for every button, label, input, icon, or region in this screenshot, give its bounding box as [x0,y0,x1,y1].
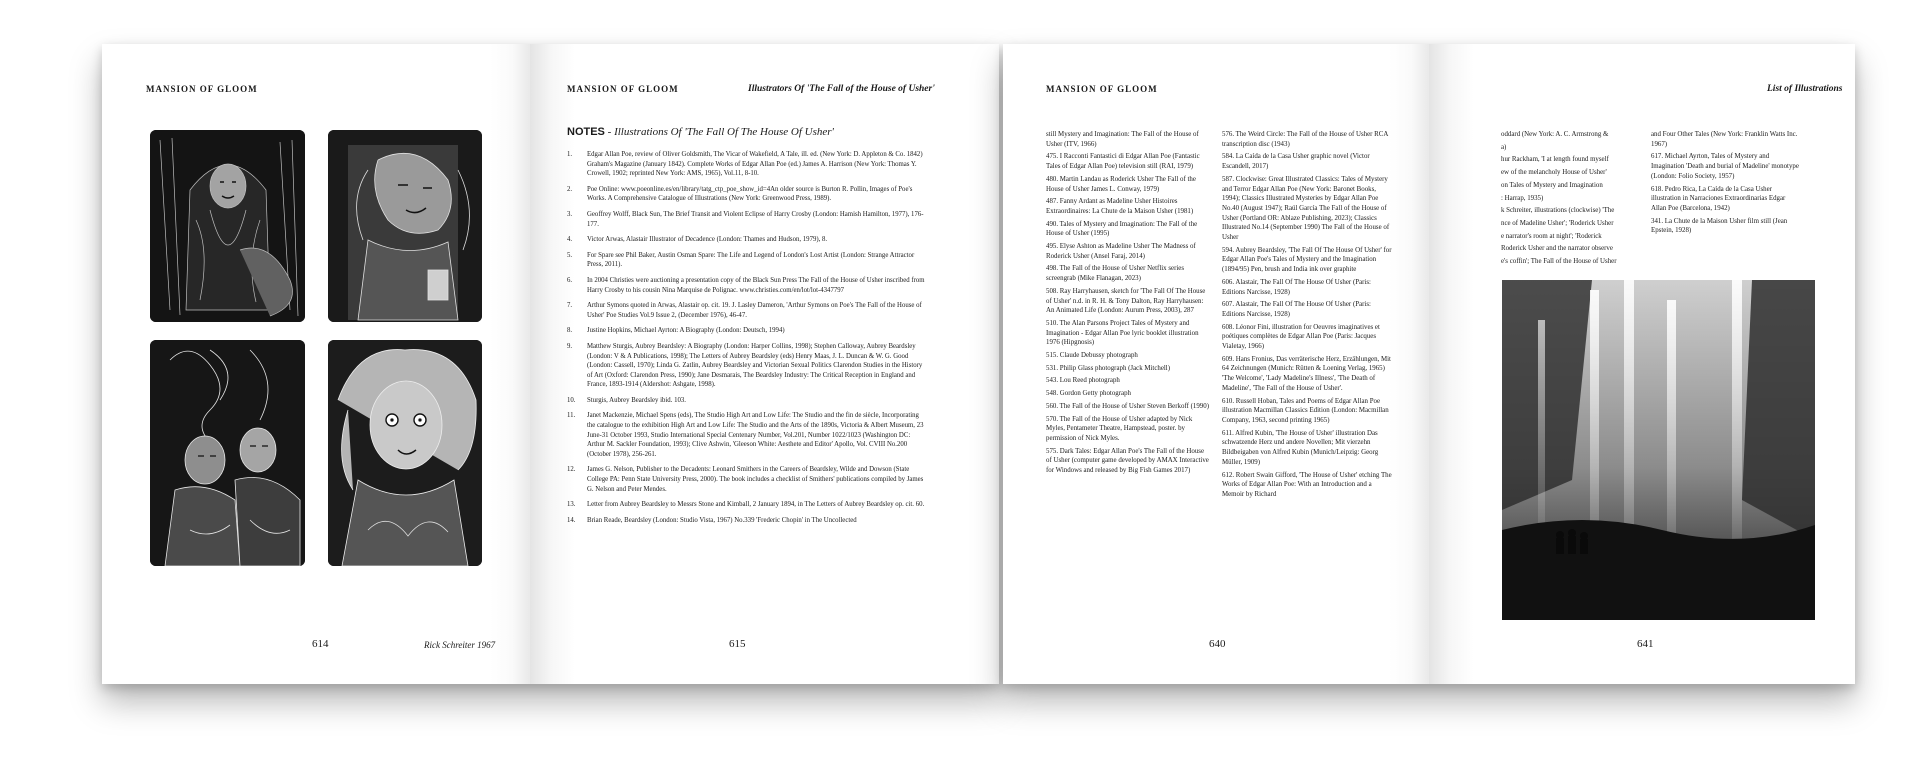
note-text: Letter from Aubrey Beardsley to Messrs Stone and Kimball, 2 January 1894, in The Letters of Aubrey Beardsley op. cit. 60. [587,501,925,509]
note-text: Edgar Allan Poe, review of Oliver Goldsmith, The Vicar of Wakefield, A Tale, ill. ed. (New York: D. Appleton & Co. 1842) Graham's Magazine (January 1842). Complete Works of Edgar Allan Poe (ed.) James A. Harrison (New York: Thomas Y. Crowell, 1902; reprinted New York: AMS, 1965), Vol.11, 8-10. [587,151,923,178]
note-text: Brian Reade, Beardsley (London: Studio Vista, 1967) No.339 'Frederic Chopin' in The Uncollected [587,516,857,524]
illustration-entry: 487. Fanny Ardant as Madeline Usher Histoires Extraordinaires: La Chute de la Maison Usher (1981) [1046,198,1194,215]
running-head: MANSION OF GLOOM [567,84,679,94]
illustration-list-column-2 [1651,130,1801,239]
note-item [567,396,927,406]
notes-heading [567,126,834,138]
film-still-photograph [1502,280,1815,620]
illustration-entry: 594. Aubrey Beardsley, 'The Fall Of The House Of Usher' for Edgar Allan Poe's Tales of Mystery and the Imagination (1894/95) Pen, brush and India ink over graphite [1222,246,1392,274]
note-number: 14. [567,516,576,524]
illustration-entry: 531. Philip Glass photograph (Jack Mitchell) [1046,364,1171,372]
running-head: MANSION OF GLOOM [146,84,258,94]
notes-list [567,150,927,531]
note-item [567,150,927,179]
illustration-wild-haired-man [328,340,482,566]
illustration-entry: 508. Ray Harryhausen, sketch for 'The Fall Of The House of Usher' n.d. in R. H. & Tony Dalton, Ray Harryhausen: An Animated Life (London: Aurum Press, 2003), 287 [1046,287,1206,315]
illustration-list-column-1 [1501,130,1641,270]
note-number: 9. [567,342,573,350]
note-number: 11. [567,412,576,420]
illustration-entry: 490. Tales of Mystery and Imagination: The Fall of the House of Usher (1995) [1046,220,1198,238]
illustration-entry: 576. The Weird Circle: The Fall of the House of Usher RCA transcription disc (1943) [1222,131,1388,148]
note-number: 3. [567,210,573,218]
page-number: 641 [1637,638,1654,650]
illustration-smoke-figures [150,340,305,566]
illustration-entry: 608. Léonor Fini, illustration for Oeuvres imaginatives et poétiques complètes de Edgar Allan Poe (Paris: Jacques Vialetay, 1966) [1222,323,1380,351]
illustration-entry: ew of the melancholy House of Usher' [1501,169,1607,177]
illustration-entry: oddard (New York: A. C. Armstrong & [1501,131,1609,138]
illustration-entry: and Four Other Tales (New York: Franklin Watts Inc. 1967) [1651,131,1798,148]
note-text: Poe Online: www.poeonline.es/en/library/tatg_ctp_poe_show_id=4An older source is Burton R. Pollin, Images of Poe's Works. A Comprehensive Catalogue of Illustrations (New York: Greenwood Press, 1989). [587,185,913,203]
illustration-entry: 607. Alastair, The Fall Of The House Of Usher (Paris: Editions Narcisse, 1928) [1222,301,1371,318]
note-item [567,301,927,320]
note-number: 8. [567,327,573,335]
illustration-entry: 495. Elyse Ashton as Madeline Usher The Madness of Roderick Usher (Ansel Faraj, 2014) [1046,243,1196,260]
note-item [567,326,927,336]
note-text: Matthew Sturgis, Aubrey Beardsley: A Biography (London: Harper Collins, 1998); Stephen Calloway, Aubrey Beardsley (London: V & A Publications, 1998); The Letters of Aubrey Beardsley (eds) Henry Maas, J. L. Duncan & W. G. Good (London: Cassell, 1970); Linda G. Zatlin, Aubrey Beardsley and Victorian Sexual Politics Clarendon Studies in the History of Art (Oxford: Clarendon Press, 1990); Jane Desmarais, The Beardsley Industry: The Critical Reception in England and France, 1893-1914 (Aldershot: Ashgate, 1998). [587,342,923,389]
note-text: Victor Arwas, Alastair Illustrator of Decadence (London: Thames and Hudson, 1979), 8. [587,236,828,244]
illustration-list-column-2 [1222,130,1392,503]
note-text: Arthur Symons quoted in Arwas, Alastair op. cit. 19. J. Lasley Dameron, 'Arthur Symons on Poe's The Fall of the House of Usher' Poe Studies Vol.9 Issue 2, (December 1976), 46-47. [587,302,922,319]
notes-heading-label: NOTES [567,126,605,138]
illustration-entry: 587. Clockwise: Great Illustrated Classics: Tales of Mystery and Terror Edgar Allan Poe (New York: Baronet Books, 1994); Classics Illustrated Mysteries by Edgar Allan Poe No.40 (August 1947); Raúl García The Fall of the House of Usher (Portland OR: Ablaze Publishing, 2023); Classics Illustrated No.14 (September 1990) The Fall of the House of Usher [1222,175,1390,242]
illustration-entry: Roderick Usher and the narrator observe [1501,245,1613,253]
illustration-entry: k Schreiter, illustrations (clockwise) 'The [1501,207,1615,215]
illustration-entry: 510. The Alan Parsons Project Tales of Mystery and Imagination - Edgar Allan Poe lyric booklet illustration 1976 (Hipgnosis) [1046,319,1199,347]
illustration-entry: 475. I Racconti Fantastici di Edgar Allan Poe (Fantastic Tales of Edgar Allan Poe) television still (RAI, 1979) [1046,153,1200,171]
note-item [567,210,927,229]
note-number: 10. [567,396,576,404]
illustration-entry: 575. Dark Tales: Edgar Allan Poe's The Fall of the House of Usher (computer game developed by AMAX Interactive for Windows and released by Big Fish Games 2017) [1046,447,1209,475]
illustration-entry: 618. Pedro Rica, La Caída de la Casa Usher illustration in Narraciones Extraordinarias Edgar Allan Poe (Barcelona, 1942) [1651,185,1786,212]
running-subtitle: List of Illustrations [1767,84,1843,94]
note-item [567,516,927,526]
illustration-entry: on Tales of Mystery and Imagination [1501,181,1603,189]
illustration-credit: Rick Schreiter 1967 [424,640,496,650]
note-number: 4. [567,236,573,244]
note-number: 1. [567,151,573,158]
note-item [567,342,927,390]
book-spread-614-615 [102,44,999,684]
illustration-entry: 543. Lou Reed photograph [1046,377,1120,385]
note-item [567,500,927,510]
note-number: 13. [567,501,576,509]
note-text: Janet Mackenzie, Michael Spens (eds), The Studio High Art and Low Life: The Studio and the fin de siècle, Incorporating the catalogue to the exhibition High Art and Low Life: The Studio and the Arts of the 1890s, Victoria & Albert Museum, 23 June-31 October 1993, Studio International Special Centenary Number, Vol.201, Number 1022/1023 (Washington DC: Arthur M. Sackler Foundation, 1993); Clive Ashwin, 'Gleeson White: Aesthete and Editor' Apollo, Vol. CVIII No.200 (October 1978), 256-261. [587,412,924,458]
notes-heading-subtitle: - Illustrations Of 'The Fall Of The House Of Usher' [604,126,834,138]
illustration-entry: 610. Russell Hoban, Tales and Poems of Edgar Allan Poe illustration Macmillan Classics Edition (London: Macmillan Company, 1963, second printing 1965) [1222,397,1389,424]
page-number: 640 [1209,638,1226,650]
illustration-entry: 341. La Chute de la Maison Usher film still (Jean Epstein, 1928) [1651,217,1788,235]
illustration-entry: 560. The Fall of the House of Usher Steven Berkoff (1990) [1046,402,1209,410]
page-615 [530,44,999,684]
illustration-entry: : Harrap, 1935) [1501,194,1544,202]
illustration-entry: 584. La Caída de la Casa Usher graphic novel (Victor Escandell, 2017) [1222,153,1370,171]
illustration-list-column-1 [1046,130,1211,479]
illustration-ghost-figure [150,130,305,322]
note-number: 6. [567,276,573,284]
illustration-entry: e narrator's room at night'; 'Roderick [1501,232,1602,240]
note-text: Sturgis, Aubrey Beardsley ibid. 103. [587,396,686,404]
note-number: 2. [567,185,573,193]
page-number: 615 [729,638,746,650]
note-text: Justine Hopkins, Michael Ayrton: A Biography (London: Deutsch, 1994) [587,327,785,335]
illustration-entry: 606. Alastair, The Fall Of The House Of Usher (Paris: Editions Narcisse, 1928) [1222,278,1371,296]
illustration-entry: 570. The Fall of the House of Usher adapted by Nick Myles, Pentameter Theatre, Hampstead, poster. by permission of Nick Myles. [1046,415,1193,442]
illustration-entry: e's coffin'; The Fall of the House of Usher [1501,258,1617,266]
page-640 [1003,44,1429,684]
illustration-entry: 498. The Fall of the House of Usher Netflix series screengrab (Mike Flanagan, 2023) [1046,265,1185,283]
illustration-entry: still Mystery and Imagination: The Fall of the House of Usher (ITV, 1966) [1046,131,1199,148]
illustration-entry: 612. Robert Swain Gifford, 'The House of Usher' etching The Works of Edgar Allan Poe: With an Introduction and a Memoir by Richard [1222,471,1392,498]
page-641 [1429,44,1855,684]
running-head: MANSION OF GLOOM [1046,84,1158,94]
note-number: 7. [567,302,573,310]
note-item [567,235,927,245]
note-text: For Spare see Phil Baker, Austin Osman Spare: The Life and Legend of London's Lost Artist (London: Strange Attractor Press, 2011). [587,251,915,269]
note-number: 5. [567,251,573,259]
note-item [567,411,927,459]
illustration-entry: hur Rackham, 'I at length found myself [1501,156,1609,164]
illustration-entry: 515. Claude Debussy photograph [1046,352,1138,360]
illustration-entry: a) [1501,143,1507,151]
illustration-entry: 611. Alfred Kubin, 'The House of Usher' illustration Das schwatzende Herz und andere Novellen; Mit vierzehn Bildbeigaben von Alfred Kubin (Munich/Leipzig: Georg Müller, 1909) [1222,429,1379,466]
illustration-entry: 548. Gordon Getty photograph [1046,390,1131,398]
note-number: 12. [567,466,576,474]
running-subtitle: Illustrators Of 'The Fall of the House of Usher' [748,84,935,94]
page-614 [102,44,530,684]
illustration-entry: 617. Michael Ayrton, Tales of Mystery and Imagination 'Death and burial of Madeline' monotype (London: Folio Society, 1957) [1651,153,1799,180]
note-item [567,185,927,204]
note-item [567,276,927,295]
illustration-entry: nce of Madeline Usher'; 'Roderick Usher [1501,219,1614,227]
note-text: In 2004 Christies were auctioning a presentation copy of the Black Sun Press The Fall of the House of Usher inscribed from Harry Crosby to his cousin Nina Marquise de Polignac. www.christies.com/en/lot/lot-4347797 [587,276,925,294]
note-item [567,251,927,270]
note-item [567,465,927,494]
note-text: James G. Nelson, Publisher to the Decadents: Leonard Smithers in the Careers of Beardsley, Wilde and Dowson (State College PA: Penn State University Press, 2000). The book includes a checklist of Smithers' publications compiled by James G. Nelson and Peter Mendes. [587,466,924,493]
illustration-entry: 480. Martin Landau as Roderick Usher The Fall of the House of Usher James L. Conway, 1979) [1046,175,1196,193]
illustration-entry: 609. Hans Fronius, Das verräterische Herz, Erzählungen, Mit 64 Zeichnungen (Munich: Rütten & Loening Verlag, 1965) 'The Welcome', 'Lady Madeline's Illness', 'The Death of Madeline', 'The Fall of the House of Usher'. [1222,355,1391,392]
page-number: 614 [312,638,329,650]
illustration-old-man-doorway [328,130,482,322]
note-text: Geoffrey Wolff, Black Sun, The Brief Transit and Violent Eclipse of Harry Crosby (London: Hamish Hamilton, 1977), 176-177. [587,210,924,228]
book-spread-640-641 [1003,44,1855,684]
